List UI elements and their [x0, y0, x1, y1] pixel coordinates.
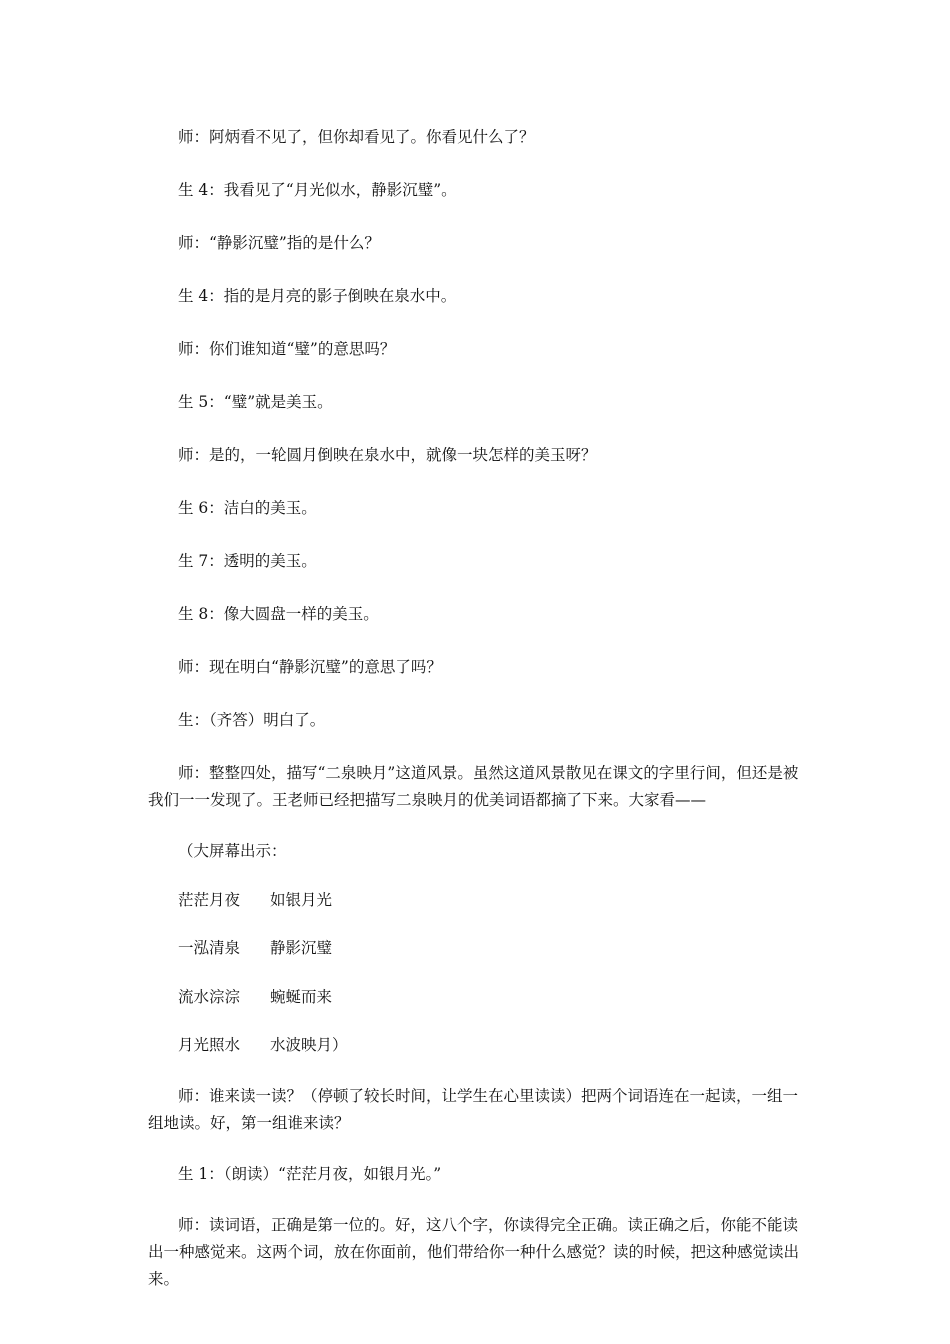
dialogue-line: 生 1：（朗读）“茫茫月夜，如银月光。” [178, 1165, 442, 1183]
screen-display-intro: （大屏幕出示： [178, 842, 287, 860]
word-item: 静影沉璧 [270, 939, 333, 957]
word-item: 水波映月） [270, 1036, 348, 1054]
word-item: 茫茫月夜 [178, 890, 241, 909]
dialogue-line: 师：阿炳看不见了，但你却看见了。你看见什么了？ [178, 128, 535, 146]
word-item: 如银月光 [270, 890, 333, 909]
dialogue-line: 生 4：指的是月亮的影子倒映在泉水中。 [178, 287, 457, 305]
dialogue-paragraph: 师：读词语，正确是第一位的。好，这八个字，你读得完全正确。读正确之后，你能不能读出一种感觉来。这两个词，放在你面前，他们带给你一种什么感觉？读的时候，把这种感觉读出来。 [148, 1216, 800, 1288]
word-item: 蜿蜒而来 [270, 987, 333, 1006]
dialogue-line: 师：你们谁知道“璧”的意思吗？ [178, 340, 396, 358]
dialogue-line: 生 8：像大圆盘一样的美玉。 [178, 605, 379, 623]
dialogue-line: 师：“静影沉璧”指的是什么？ [178, 234, 380, 252]
dialogue-line: 生 4：我看见了“月光似水，静影沉璧”。 [178, 181, 457, 199]
dialogue-line: 师：现在明白“静影沉璧”的意思了吗？ [178, 658, 442, 676]
dialogue-paragraph: 师：谁来读一读？（停顿了较长时间，让学生在心里读读）把两个词语连在一起读，一组一组地读。好，第一组谁来读？ [148, 1087, 799, 1132]
dialogue-paragraph: 师：整整四处，描写“二泉映月”这道风景。虽然这道风景散见在课文的字里行间，但还是被我们一一发现了。王老师已经把描写二泉映月的优美词语都摘了下来。大家看—— [148, 764, 799, 809]
word-item: 流水淙淙 [178, 987, 241, 1006]
dialogue-line: 生 7：透明的美玉。 [178, 552, 317, 570]
word-item: 月光照水 [178, 1036, 241, 1054]
word-pair-row [148, 1032, 812, 1059]
word-pair-row [148, 984, 812, 1011]
word-pair-row [148, 935, 812, 962]
word-item: 一泓清泉 [178, 939, 241, 957]
dialogue-line: 师：是的，一轮圆月倒映在泉水中，就像一块怎样的美玉呀？ [178, 446, 597, 464]
document-body [148, 124, 812, 1319]
dialogue-line: 生 5：“璧”就是美玉。 [178, 393, 333, 411]
dialogue-line: 生：（齐答）明白了。 [178, 711, 326, 729]
dialogue-line: 生 6：洁白的美玉。 [178, 499, 317, 517]
word-pair-row [148, 887, 812, 914]
